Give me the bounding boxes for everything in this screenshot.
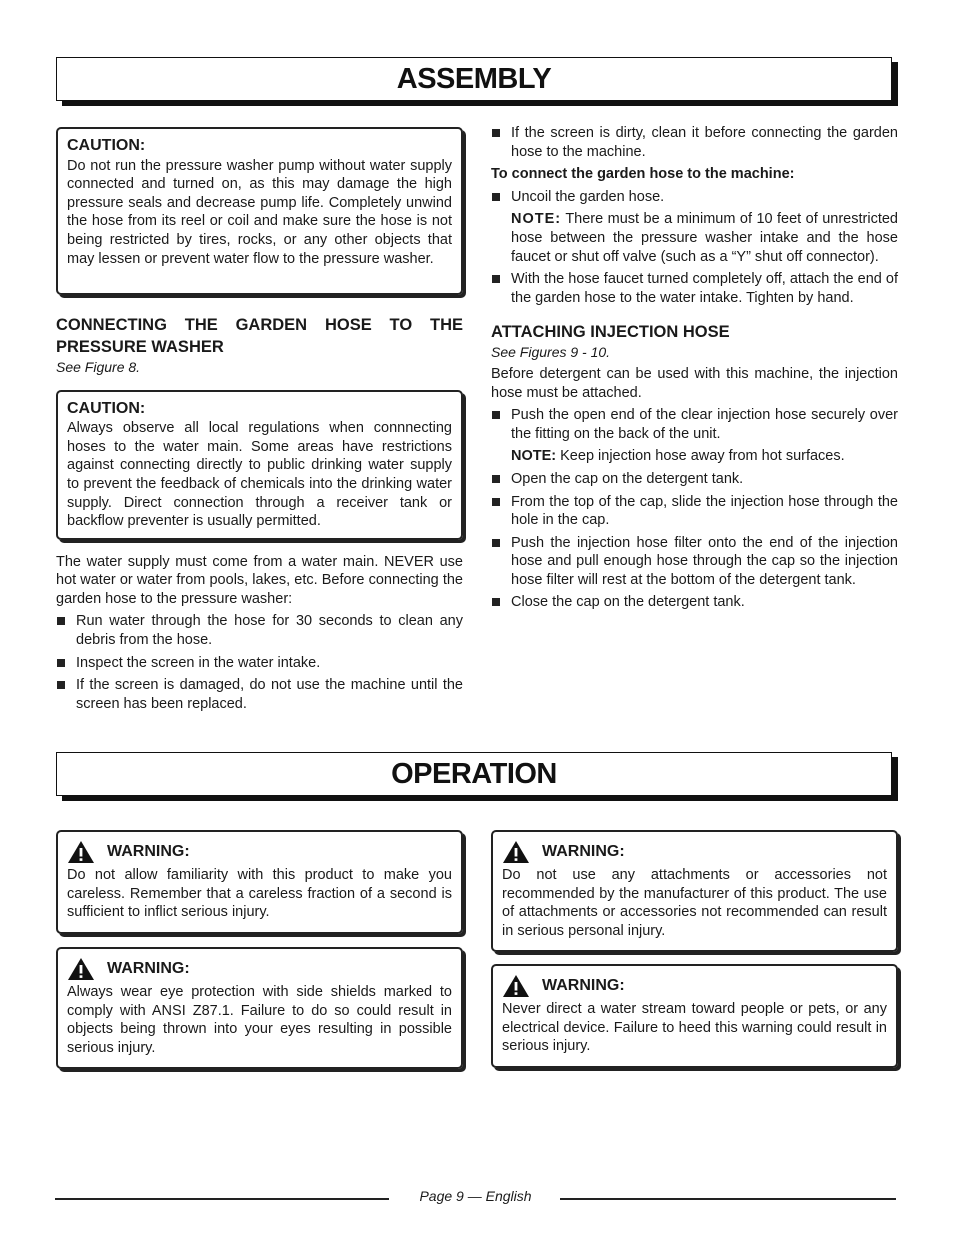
connect-subheading: To connect the garden hose to the machine:	[491, 166, 795, 183]
warning-box	[491, 964, 898, 1068]
assembly-title: ASSEMBLY	[396, 62, 552, 95]
warning-head: WARNING:	[107, 842, 190, 860]
warning-text: Do not use any attachments or accessories not recommended by the manufacturer of this product. The use of attachments or accessories not recommended can result in serious personal injury.	[502, 867, 887, 939]
bullet-icon	[492, 275, 500, 283]
warning-head: WARNING:	[107, 959, 190, 977]
list-item: Close the cap on the detergent tank.	[491, 593, 898, 612]
caution-text: Always observe all local regulations when connnecting hoses to the water main. Some areas have restrictions against connecting directly to public drinking water supply to prevent the feedback of chemicals into the drinking water supply. Direct connection through a receiver tank or backflow preventer is usually permitted.	[67, 420, 452, 530]
warning-box	[491, 830, 898, 952]
injection-list-2	[491, 470, 898, 612]
bullet-icon	[492, 193, 500, 201]
injection-intro: Before detergent can be used with this machine, the injection hose must be attached.	[491, 365, 898, 401]
operation-title: OPERATION	[391, 757, 557, 790]
bullet-icon	[492, 598, 500, 606]
bullet-icon	[492, 129, 500, 137]
caution-head: CAUTION:	[67, 399, 146, 417]
list-item: With the hose faucet turned completely off, attach the end of the garden hose to the water intake. Tighten by hand.	[491, 270, 898, 307]
warning-box	[56, 947, 463, 1069]
warning-text: Never direct a water stream toward people or pets, or any electrical device. Failure to heed this warning could result in serious injury.	[502, 1001, 887, 1055]
figure-ref: See Figure 8.	[56, 359, 141, 375]
list-item: Inspect the screen in the water intake.	[56, 654, 463, 673]
page-number: Page 9 — English	[419, 1188, 532, 1204]
caution-head: CAUTION:	[67, 137, 146, 154]
bullet-icon	[492, 475, 500, 483]
bullet-icon	[492, 498, 500, 506]
right-bullet-list-top	[491, 124, 898, 161]
water-supply-intro: The water supply must come from a water main. NEVER use hot water or water from pools, lakes, etc. Before connecting the garden hose to the pressure washer:	[56, 553, 463, 607]
list-item: If the screen is damaged, do not use the machine until the screen has been replaced.	[56, 676, 463, 713]
injection-list	[491, 406, 898, 443]
right-column	[491, 124, 898, 616]
figure-ref: See Figures 9 - 10.	[491, 344, 611, 361]
list-item: Push the open end of the clear injection hose securely over the fitting on the back of the unit.	[491, 406, 898, 443]
warning-head: WARNING:	[542, 842, 625, 860]
warning-triangle-icon	[67, 957, 95, 981]
left-bullet-list	[56, 612, 463, 713]
caution-box-2	[56, 390, 463, 540]
note-label: NOTE:	[511, 448, 557, 465]
section-heading-injection-hose: ATTACHING INJECTION HOSE	[491, 323, 730, 342]
list-item: Open the cap on the detergent tank.	[491, 470, 898, 489]
warning-text: Do not allow familiarity with this product to make you careless. Remember that a careless fraction of a second is sufficient to inflict serious injury.	[67, 867, 452, 921]
note-paragraph: NOTE: Keep injection hose away from hot surfaces.	[511, 448, 845, 465]
note-label: NOTE:	[511, 211, 562, 228]
left-column	[56, 127, 463, 717]
page-footer	[55, 1187, 896, 1207]
warning-box	[56, 830, 463, 934]
warnings-left	[56, 830, 463, 1069]
caution-box-1	[56, 127, 463, 295]
assembly-banner	[56, 57, 892, 101]
list-item: From the top of the cap, slide the injection hose through the hole in the cap.	[491, 493, 898, 530]
operation-banner	[56, 752, 892, 796]
bullet-icon	[57, 617, 65, 625]
list-item: Run water through the hose for 30 seconds to clean any debris from the hose.	[56, 612, 463, 649]
caution-text: Do not run the pressure washer pump without water supply connected and turned on, as this may damage the high pressure seals and decrease pump life. Completely unwind the hose from its reel or coil and make sure the hose is not being restricted by tires, rocks, or any other objects that may lessen or prevent water flow to the pressure washer.	[67, 157, 452, 267]
connect-list	[491, 188, 898, 207]
bullet-icon	[57, 659, 65, 667]
warning-head: WARNING:	[542, 976, 625, 994]
list-item: If the screen is dirty, clean it before connecting the garden hose to the machine.	[491, 124, 898, 161]
warning-triangle-icon	[502, 840, 530, 864]
list-item: Push the injection hose filter onto the end of the injection hose and pull enough hose through the cap so the injection hose filter will rest at the bottom of the detergent tank.	[491, 534, 898, 590]
warning-triangle-icon	[502, 974, 530, 998]
warning-text: Always wear eye protection with side shields marked to comply with ANSI Z87.1. Failure to do so could result in objects being thrown into your eyes resulting in possible serious injury.	[67, 984, 452, 1056]
warnings-right	[491, 830, 898, 1068]
footer-rule-right	[560, 1198, 896, 1200]
warning-triangle-icon	[67, 840, 95, 864]
note-paragraph: NOTE: There must be a minimum of 10 feet of unrestricted hose between the pressure washer intake and the hose faucet or shut off valve (such as a “Y” shut off connector).	[511, 211, 898, 265]
section-heading-garden-hose: CONNECTING THE GARDEN HOSE TO THE PRESSURE WASHER	[56, 316, 463, 356]
bullet-icon	[492, 539, 500, 547]
faucet-list	[491, 270, 898, 307]
bullet-icon	[57, 681, 65, 689]
bullet-icon	[492, 411, 500, 419]
list-item: Uncoil the garden hose.	[491, 188, 898, 207]
